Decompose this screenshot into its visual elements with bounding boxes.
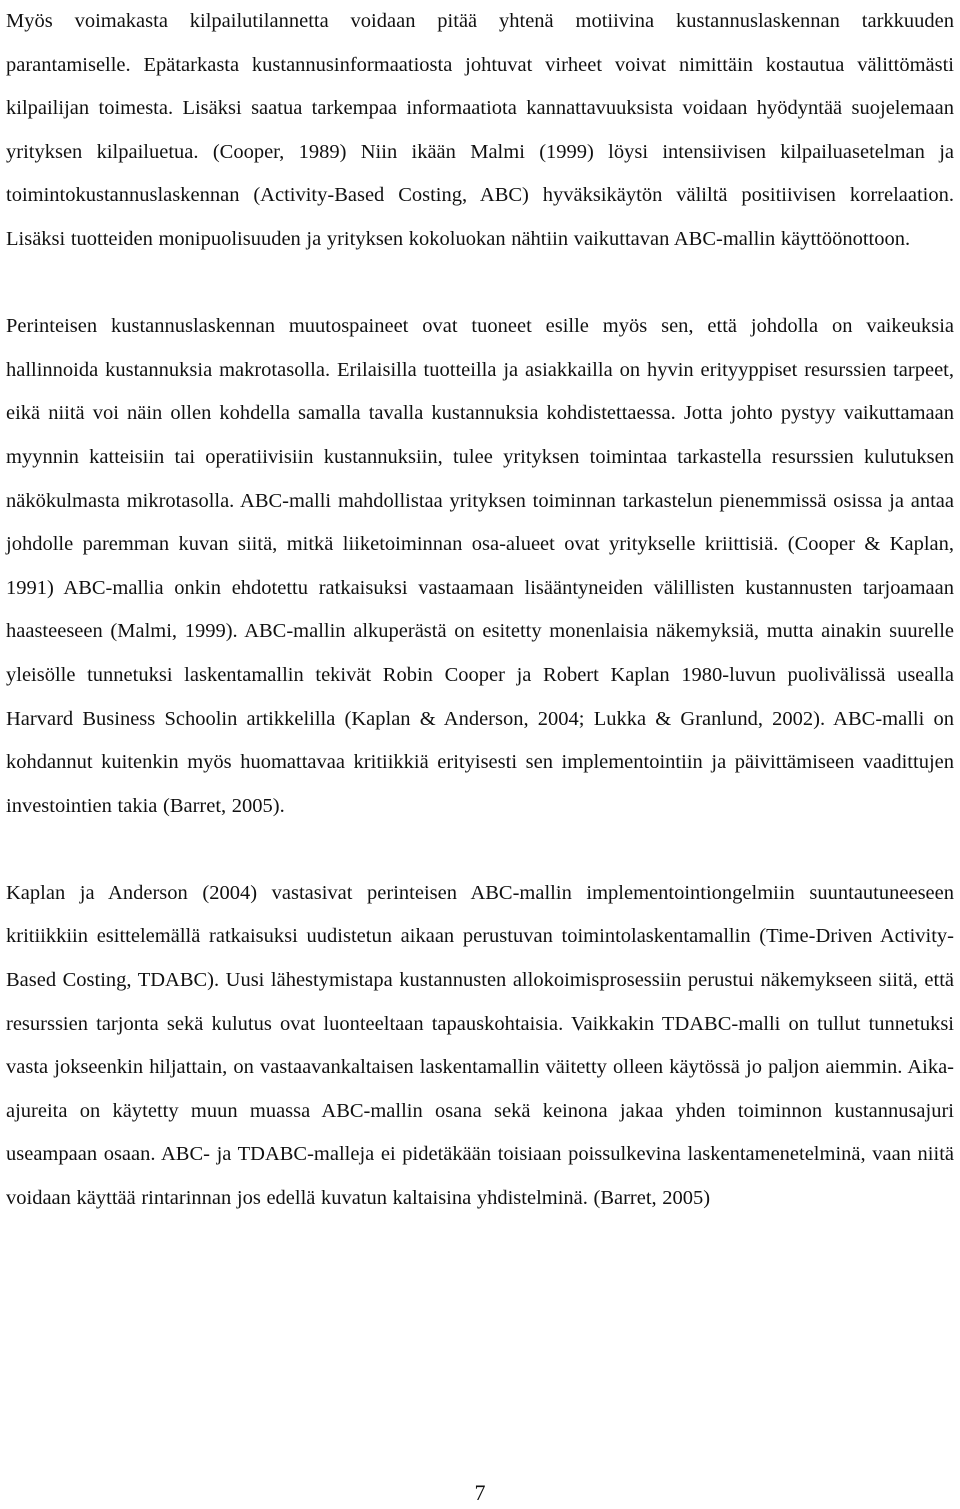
document-page [6,0,954,1221]
paragraph-competition: Myös voimakasta kilpailutilannetta voidaan pitää yhtenä motiivina kustannuslaskennan tarkkuuden parantamiselle. Epätarkasta kustannusinformaatiosta johtuvat virheet voivat nimittäin kostautua välittömästi kilpailijan toimesta. Lisäksi saatua tarkempaa informaatiota kannattavuuksista voidaan hyödyntää suojelemaan yrityksen kilpailuetua. (Cooper, 1989) Niin ikään Malmi (1999) löysi intensiivisen kilpailuasetelman ja toimintokustannuslaskennan (Activity-Based Costing, ABC) hyväksikäytön väliltä positiivisen korrelaation. Lisäksi tuotteiden monipuolisuuden ja yrityksen kokoluokan nähtiin vaikuttavan ABC-mallin käyttöönottoon. [6,10,954,250]
paragraph-abc-model: Perinteisen kustannuslaskennan muutospaineet ovat tuoneet esille myös sen, että johdolla on vaikeuksia hallinnoida kustannuksia makrotasolla. Erilaisilla tuotteilla ja asiakkailla on hyvin erityyppiset resurssien tarpeet, eikä niitä voi näin ollen kohdella samalla tavalla kustannuksia kohdistettaessa. Jotta johto pystyy vaikuttamaan myynnin katteisiin tai operatiivisiin kustannuksiin, tulee yrityksen toimintaa tarkastella resurssien kulutuksen näkökulmasta mikrotasolla. ABC-malli mahdollistaa yrityksen toiminnan tarkastelun pienemmissä osissa ja antaa johdolle paremman kuvan siitä, mitkä liiketoiminnan osa-alueet ovat yritykselle kriittisiä. (Cooper & Kaplan, 1991) ABC-mallia onkin ehdotettu ratkaisuksi vastaamaan lisääntyneiden välillisten kustannusten tarjoamaan haasteeseen (Malmi, 1999). ABC-mallin alkuperästä on esitetty monenlaisia näkemyksiä, mutta ainakin suurelle yleisölle tunnetuksi laskentamallin tekivät Robin Cooper ja Robert Kaplan 1980-luvun puolivälissä usealla Harvard Business Schoolin artikkelilla (Kaplan & Anderson, 2004; Lukka & Granlund, 2002). ABC-malli on kohdannut kuitenkin myös huomattavaa kritiikkiä erityisesti sen implementointiin ja päivittämiseen vaadittujen investointien takia (Barret, 2005). [6,315,954,817]
page-number: 7 [474,1480,486,1505]
paragraph-tdabc-model: Kaplan ja Anderson (2004) vastasivat perinteisen ABC-mallin implementointiongelmiin suuntautuneeseen kritiikkiin esittelemällä ratkaisuksi uudistetun aikaan perustuvan toimintolaskentamallin (Time-Driven Activity-Based Costing, TDABC). Uusi lähestymistapa kustannusten allokoimisprosessiin perustui näkemykseen siitä, että resurssien tarjonta sekä kulutus ovat luonteeltaan tapauskohtaisia. Vaikkakin TDABC-malli on tullut tunnetuksi vasta jokseenkin hiljattain, on vastaavankaltaisen laskentamallin väitetty olleen käytössä jo paljon aiemmin. Aika-ajureita on käytetty muun muassa ABC-mallin osana sekä keinona jakaa yhden toiminnon kustannusajuri useampaan osaan. ABC- ja TDABC-malleja ei pidetäkään toisiaan poissulkevina laskentamenetelminä, vaan niitä voidaan käyttää rintarinnan jos edellä kuvatun kaltaisina yhdistelminä. (Barret, 2005) [6,881,954,1210]
